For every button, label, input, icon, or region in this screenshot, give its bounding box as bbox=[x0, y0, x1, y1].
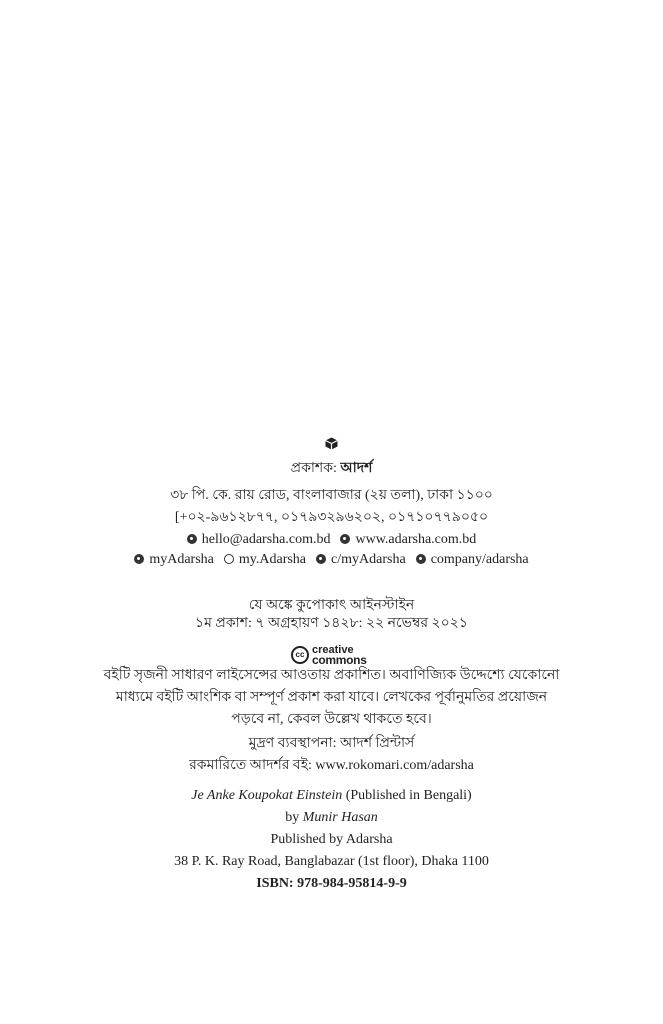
website-link[interactable]: www.adarsha.com.bd bbox=[355, 532, 477, 547]
publisher-logo-icon bbox=[325, 437, 338, 450]
globe-icon bbox=[340, 534, 350, 544]
phone-prefix: [ bbox=[174, 510, 180, 525]
edition-info: ১ম প্রকাশ: ৭ অগ্রহায়ণ ১৪২৮: ২২ নভেম্বর ২০২১ bbox=[195, 616, 468, 631]
license-text-line1: বইটি সৃজনী সাধারণ লাইসেন্সের আওতায় প্রকাশিত। অবাণিজ্যিক উদ্দেশ্যে যেকোনো bbox=[103, 668, 560, 683]
english-author-line bbox=[0, 809, 663, 827]
license-text-line2: মাধ্যমে বইটি আংশিক বা সম্পূর্ণ প্রকাশ করা যাবে। লেখকের পূর্বানুমতির প্রয়োজন bbox=[115, 690, 548, 705]
publisher-phones-line bbox=[0, 509, 663, 527]
by-prefix: by bbox=[285, 810, 303, 825]
english-title-suffix: (Published in Bengali) bbox=[342, 788, 472, 803]
cc-icon: cc bbox=[291, 646, 309, 664]
english-address: 38 P. K. Ray Road, Banglabazar (1st floor), Dhaka 1100 bbox=[174, 854, 489, 869]
social-line bbox=[0, 551, 663, 569]
cc-wordmark-line1: creative bbox=[312, 644, 354, 656]
contact-line bbox=[0, 531, 663, 549]
publisher-address: ৩৮ পি. কে. রায় রোড, বাংলাবাজার (২য় তলা), ঢাকা ১১০০ bbox=[170, 488, 493, 503]
linkedin-icon bbox=[416, 554, 426, 564]
cc-wordmark-line2: commons bbox=[312, 653, 367, 667]
english-title-line bbox=[0, 787, 663, 805]
publisher-name: আদর্শ bbox=[340, 461, 373, 476]
instagram-icon bbox=[224, 554, 234, 564]
youtube-icon bbox=[316, 554, 326, 564]
english-author: Munir Hasan bbox=[302, 810, 378, 825]
publisher-line bbox=[0, 460, 663, 478]
creative-commons-logo bbox=[291, 645, 375, 667]
printing-info: মুদ্রণ ব্যবস্থাপনা: আদর্শ প্রিন্টার্স bbox=[248, 736, 415, 751]
publisher-prefix: প্রকাশক: bbox=[290, 461, 341, 476]
isbn: ISBN: 978-984-95814-9-9 bbox=[256, 876, 407, 891]
youtube-handle[interactable]: c/myAdarsha bbox=[331, 552, 406, 567]
english-publisher: Published by Adarsha bbox=[270, 832, 393, 847]
email-icon bbox=[187, 534, 197, 544]
email-link[interactable]: hello@adarsha.com.bd bbox=[201, 532, 331, 547]
english-title: Je Anke Koupokat Einstein bbox=[191, 788, 343, 803]
facebook-icon bbox=[134, 554, 144, 564]
linkedin-handle[interactable]: company/adarsha bbox=[430, 552, 529, 567]
instagram-handle[interactable]: my.Adarsha bbox=[238, 552, 307, 567]
license-text-line3: পড়বে না, কেবল উল্লেখ থাকতে হবে। bbox=[231, 712, 432, 727]
rokomari-link[interactable]: রকমারিতে আদর্শর বই: www.rokomari.com/adarsha bbox=[189, 758, 474, 773]
publisher-phones: +০২-৯৬১২৮৭৭, ০১৭৯৩২৯৬২০২, ০১৭১০৭৭৯০৫০ bbox=[179, 510, 489, 525]
book-title-bn: যে অঙ্কে কুপোকাৎ আইনস্টাইন bbox=[248, 598, 415, 613]
facebook-handle[interactable]: myAdarsha bbox=[149, 552, 214, 567]
